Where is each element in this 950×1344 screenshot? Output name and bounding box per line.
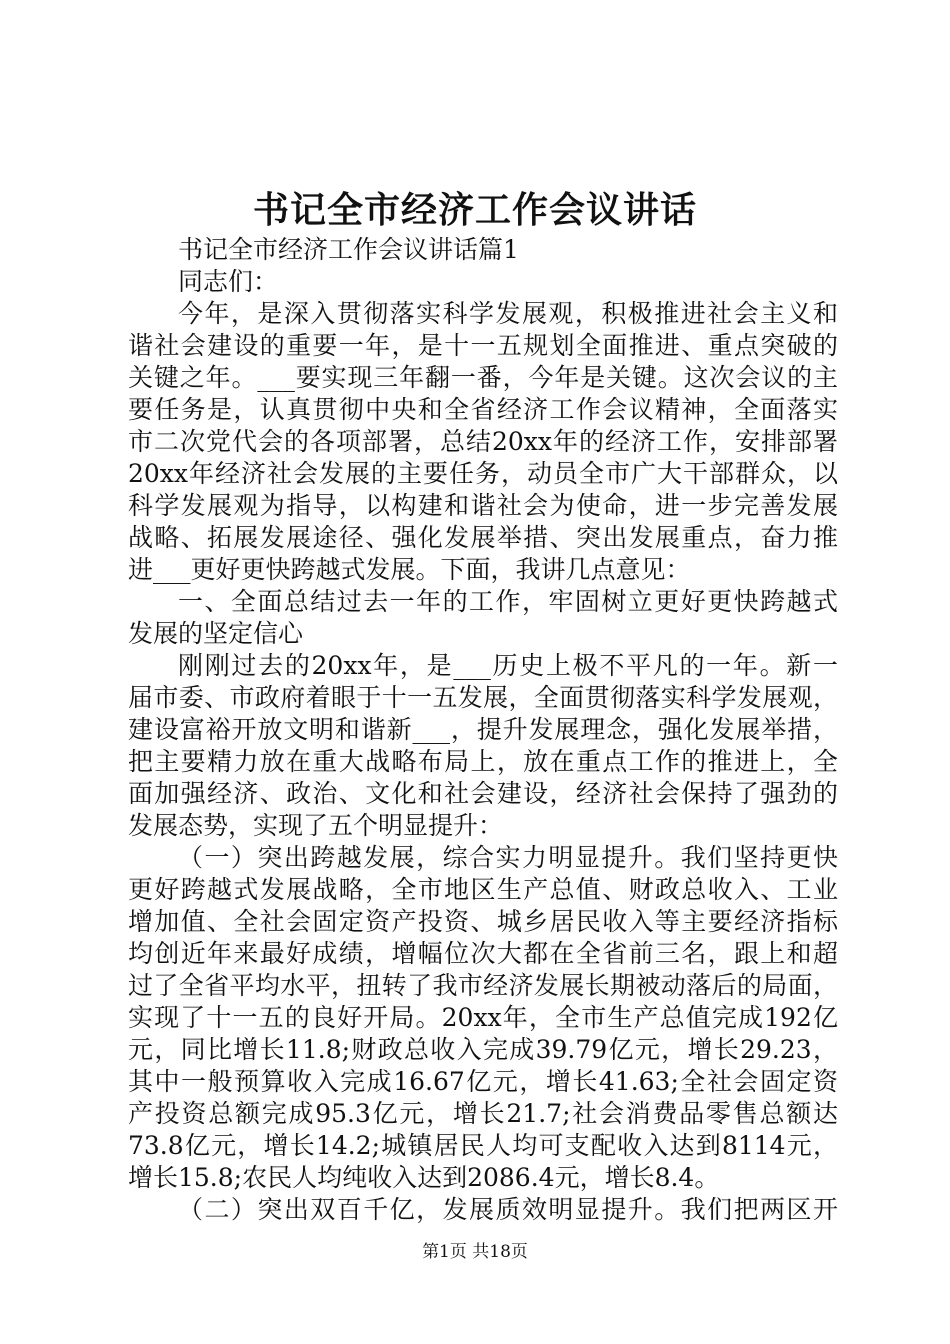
document-body xyxy=(128,234,838,1226)
paragraph-line: （二）突出双百千亿，发展质效明显提升。我们把两区开 xyxy=(178,1195,838,1224)
paragraph-line: 产投资总额完成95.3亿元，增长21.7;社会消费品零售总额达 xyxy=(128,1099,838,1128)
paragraph-line: 届市委、市政府着眼于十一五发展，全面贯彻落实科学发展观， xyxy=(128,683,838,712)
paragraph-line: 要任务是，认真贯彻中央和全省经济工作会议精神，全面落实 xyxy=(128,395,838,424)
paragraph-line: 73.8亿元，增长14.2;城镇居民人均可支配收入达到8114元， xyxy=(128,1131,838,1160)
paragraph-line: 增长15.8;农民人均纯收入达到2086.4元，增长8.4。 xyxy=(128,1163,720,1192)
paragraph-line: 面加强经济、政治、文化和社会建设，经济社会保持了强劲的 xyxy=(128,779,838,808)
document-title: 书记全市经济工作会议讲话 xyxy=(252,189,697,231)
paragraph-line: 谐社会建设的重要一年，是十一五规划全面推进、重点突破的 xyxy=(128,331,838,360)
paragraph-line: 20xx年经济社会发展的主要任务，动员全市广大干部群众，以 xyxy=(128,459,838,488)
section-heading-line: 发展的坚定信心 xyxy=(128,619,304,648)
paragraph-line: 同志们： xyxy=(178,267,279,296)
paragraph-line: 发展态势，实现了五个明显提升： xyxy=(128,811,504,840)
paragraph-line: 实现了十一五的良好开局。20xx年，全市生产总值完成192亿 xyxy=(128,1003,838,1032)
paragraph-line: 均创近年来最好成绩，增幅位次大都在全省前三名，跟上和超 xyxy=(128,939,838,968)
paragraph-line: 把主要精力放在重大战略布局上，放在重点工作的推进上，全 xyxy=(128,747,838,776)
paragraph-line: （一）突出跨越发展，综合实力明显提升。我们坚持更快 xyxy=(178,843,838,872)
paragraph-line: 增加值、全社会固定资产投资、城乡居民收入等主要经济指标 xyxy=(128,907,838,936)
paragraph-line: 建设富裕开放文明和谐新___，提升发展理念，强化发展举措， xyxy=(128,715,838,744)
paragraph-line: 科学发展观为指导，以构建和谐社会为使命，进一步完善发展 xyxy=(128,491,838,520)
paragraph-line: 关键之年。___要实现三年翻一番，今年是关键。这次会议的主 xyxy=(128,363,838,392)
paragraph-line: 战略、拓展发展途径、强化发展举措、突出发展重点，奋力推 xyxy=(128,523,838,552)
paragraph-line: 进___更好更快跨越式发展。下面，我讲几点意见： xyxy=(128,555,691,584)
paragraph-line: 书记全市经济工作会议讲话篇1 xyxy=(178,235,519,264)
paragraph-line: 过了全省平均水平，扭转了我市经济发展长期被动落后的局面， xyxy=(128,971,838,1000)
paragraph-line: 更好跨越式发展战略，全市地区生产总值、财政总收入、工业 xyxy=(128,875,838,904)
paragraph-line: 今年，是深入贯彻落实科学发展观，积极推进社会主义和 xyxy=(178,299,838,328)
section-heading-line: 一、全面总结过去一年的工作，牢固树立更好更快跨越式 xyxy=(178,587,838,616)
paragraph-line: 元，同比增长11.8;财政总收入完成39.79亿元，增长29.23， xyxy=(128,1035,838,1064)
paragraph-line: 其中一般预算收入完成16.67亿元，增长41.63;全社会固定资 xyxy=(128,1067,838,1096)
paragraph-line: 刚刚过去的20xx年，是___历史上极不平凡的一年。新一 xyxy=(178,651,838,680)
paragraph-line: 市二次党代会的各项部署，总结20xx年的经济工作，安排部署 xyxy=(128,427,838,456)
page-number: 第1页 共18页 xyxy=(422,1242,528,1262)
